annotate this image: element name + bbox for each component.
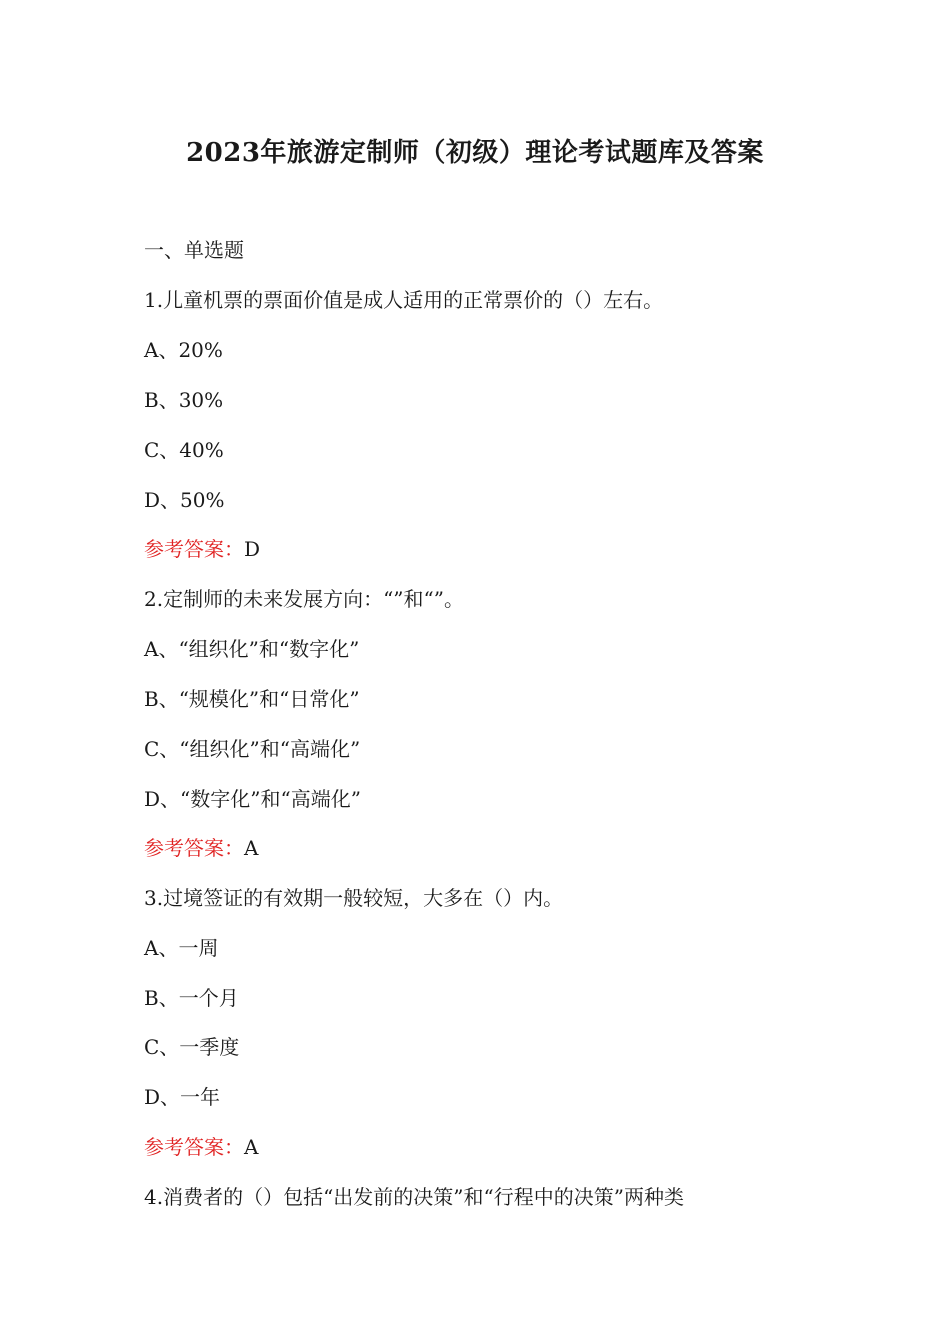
answer-value: A <box>244 1135 259 1159</box>
answer-value: A <box>244 836 259 860</box>
option-1d: D、50% <box>144 488 225 512</box>
option-3c: C、一季度 <box>144 1035 240 1059</box>
answer-value: D <box>244 537 261 561</box>
option-1b: B、30% <box>144 388 224 412</box>
option-3b: B、一个月 <box>144 986 239 1010</box>
option-2b: B、“规模化”和“日常化” <box>144 687 360 711</box>
option-3a: A、一周 <box>144 936 219 960</box>
option-2a: A、“组织化”和“数字化” <box>144 637 360 661</box>
answer-label: 参考答案： <box>144 537 244 561</box>
question-stem-4: 4.消费者的（）包括“出发前的决策”和“行程中的决策”两种类 <box>144 1185 684 1209</box>
option-2d: D、“数字化”和“高端化” <box>144 787 361 811</box>
question-stem-3: 3.过境签证的有效期一般较短，大多在（）内。 <box>144 886 564 910</box>
option-3d: D、一年 <box>144 1085 221 1109</box>
answer-label: 参考答案： <box>144 836 244 860</box>
answer-3 <box>144 1132 258 1162</box>
answer-1 <box>144 534 260 564</box>
option-1c: C、40% <box>144 438 224 462</box>
question-stem-1: 1.儿童机票的票面价值是成人适用的正常票价的（）左右。 <box>144 288 664 312</box>
document-title: 2023年旅游定制师（初级）理论考试题库及答案 <box>186 138 764 168</box>
section-heading: 一、单选题 <box>144 238 244 262</box>
option-2c: C、“组织化”和“高端化” <box>144 737 361 761</box>
answer-2 <box>144 833 258 863</box>
question-stem-2: 2.定制师的未来发展方向：“”和“”。 <box>144 587 464 611</box>
answer-label: 参考答案： <box>144 1135 244 1159</box>
option-1a: A、20% <box>144 338 223 362</box>
